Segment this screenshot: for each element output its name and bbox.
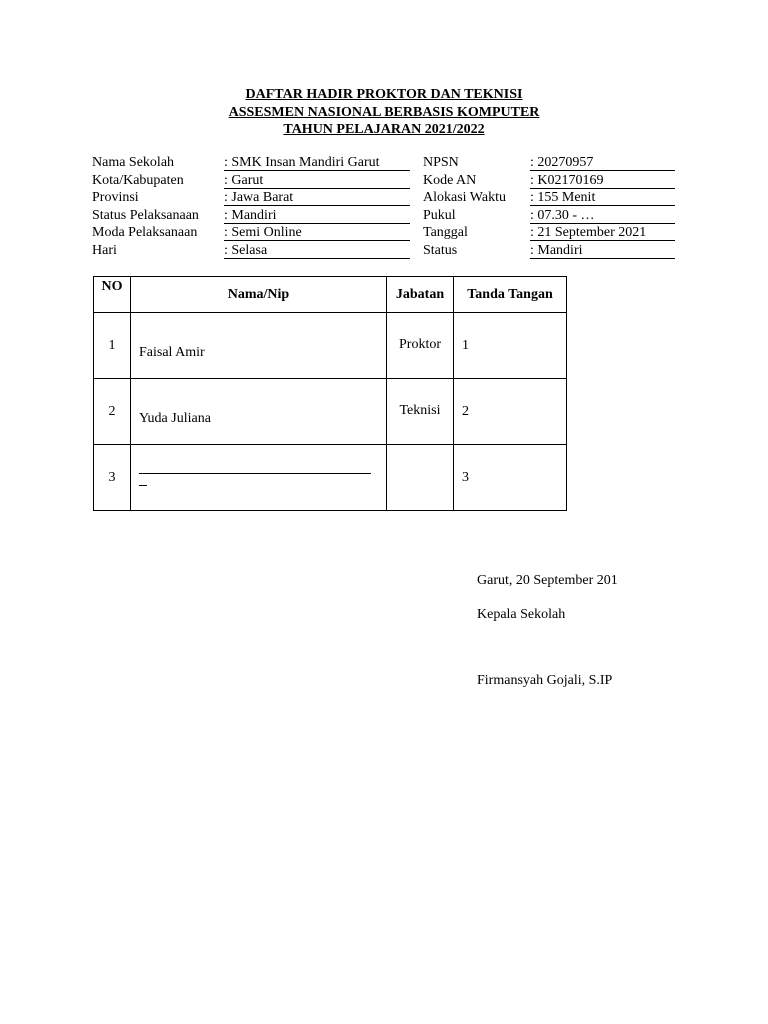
info-label: Provinsi [92,190,139,205]
title-line-1: DAFTAR HADIR PROKTOR DAN TEKNISI [245,87,523,102]
info-label: Moda Pelaksanaan [92,225,198,240]
info-label: Status [423,242,458,258]
cell-jabatan [387,379,454,445]
cell-signature [454,313,567,379]
header-nama-nip: Nama/Nip [131,277,387,313]
table-header-row [94,277,567,313]
info-value: : 20270957 [530,154,675,171]
signature-place-date: Garut, 20 September 201 [477,573,618,588]
info-value: : Jawa Barat [224,189,410,206]
info-label: Pukul [423,207,456,223]
table-row [94,313,567,379]
header-jabatan: Jabatan [387,277,454,313]
info-value: : K02170169 [530,172,675,189]
row-number: 2 [108,404,116,419]
attendance-table [93,276,567,511]
school-info [92,154,682,262]
signature-number: 2 [462,404,469,419]
row-number: 3 [108,470,116,485]
signature-name: Firmansyah Gojali, S.IP [477,673,613,688]
signature-position: Kepala Sekolah [477,607,566,622]
info-label: Alokasi Waktu [423,190,506,205]
header-no: NO [94,277,131,313]
cell-no [94,445,131,511]
info-value: : SMK Insan Mandiri Garut [224,154,410,171]
blank-name-line [139,473,371,474]
info-row [92,242,682,260]
person-name: Faisal Amir [139,345,205,360]
info-label: Hari [92,242,117,258]
info-label: Kota/Kabupaten [92,172,184,188]
info-value: : Mandiri [224,207,410,224]
row-number: 1 [108,338,116,353]
person-role: Proktor [399,337,441,352]
person-role: Teknisi [399,403,441,418]
info-value: : 07.30 - … [530,207,675,224]
info-row [92,154,682,172]
signature-number: 1 [462,338,469,353]
info-value: : Mandiri [530,242,675,259]
info-label: Status Pelaksanaan [92,207,199,223]
document-title [0,86,768,139]
info-value: : Selasa [224,242,410,259]
table-row [94,379,567,445]
cell-no [94,379,131,445]
info-value: : Garut [224,172,410,189]
cell-signature [454,445,567,511]
signature-number: 3 [462,470,469,485]
cell-no [94,313,131,379]
info-row [92,172,682,190]
cell-nama [131,313,387,379]
info-label: Kode AN [423,172,477,188]
info-label: NPSN [423,155,459,170]
title-line-2: ASSESMEN NASIONAL BERBASIS KOMPUTER [228,104,540,120]
title-line-3: TAHUN PELAJARAN 2021/2022 [283,122,485,137]
info-value: : 21 September 2021 [530,224,675,241]
person-name: Yuda Juliana [139,411,211,426]
cell-nama [131,379,387,445]
blank-name-dash [139,485,147,486]
table-row [94,445,567,511]
cell-jabatan [387,313,454,379]
cell-signature [454,379,567,445]
header-tanda-tangan: Tanda Tangan [454,277,567,313]
info-label: Tanggal [423,225,468,240]
info-value: : 155 Menit [530,189,675,206]
cell-nama [131,445,387,511]
cell-jabatan [387,445,454,511]
info-row [92,224,682,242]
info-row [92,207,682,225]
info-label: Nama Sekolah [92,155,175,170]
info-value: : Semi Online [224,224,410,241]
info-row [92,189,682,207]
